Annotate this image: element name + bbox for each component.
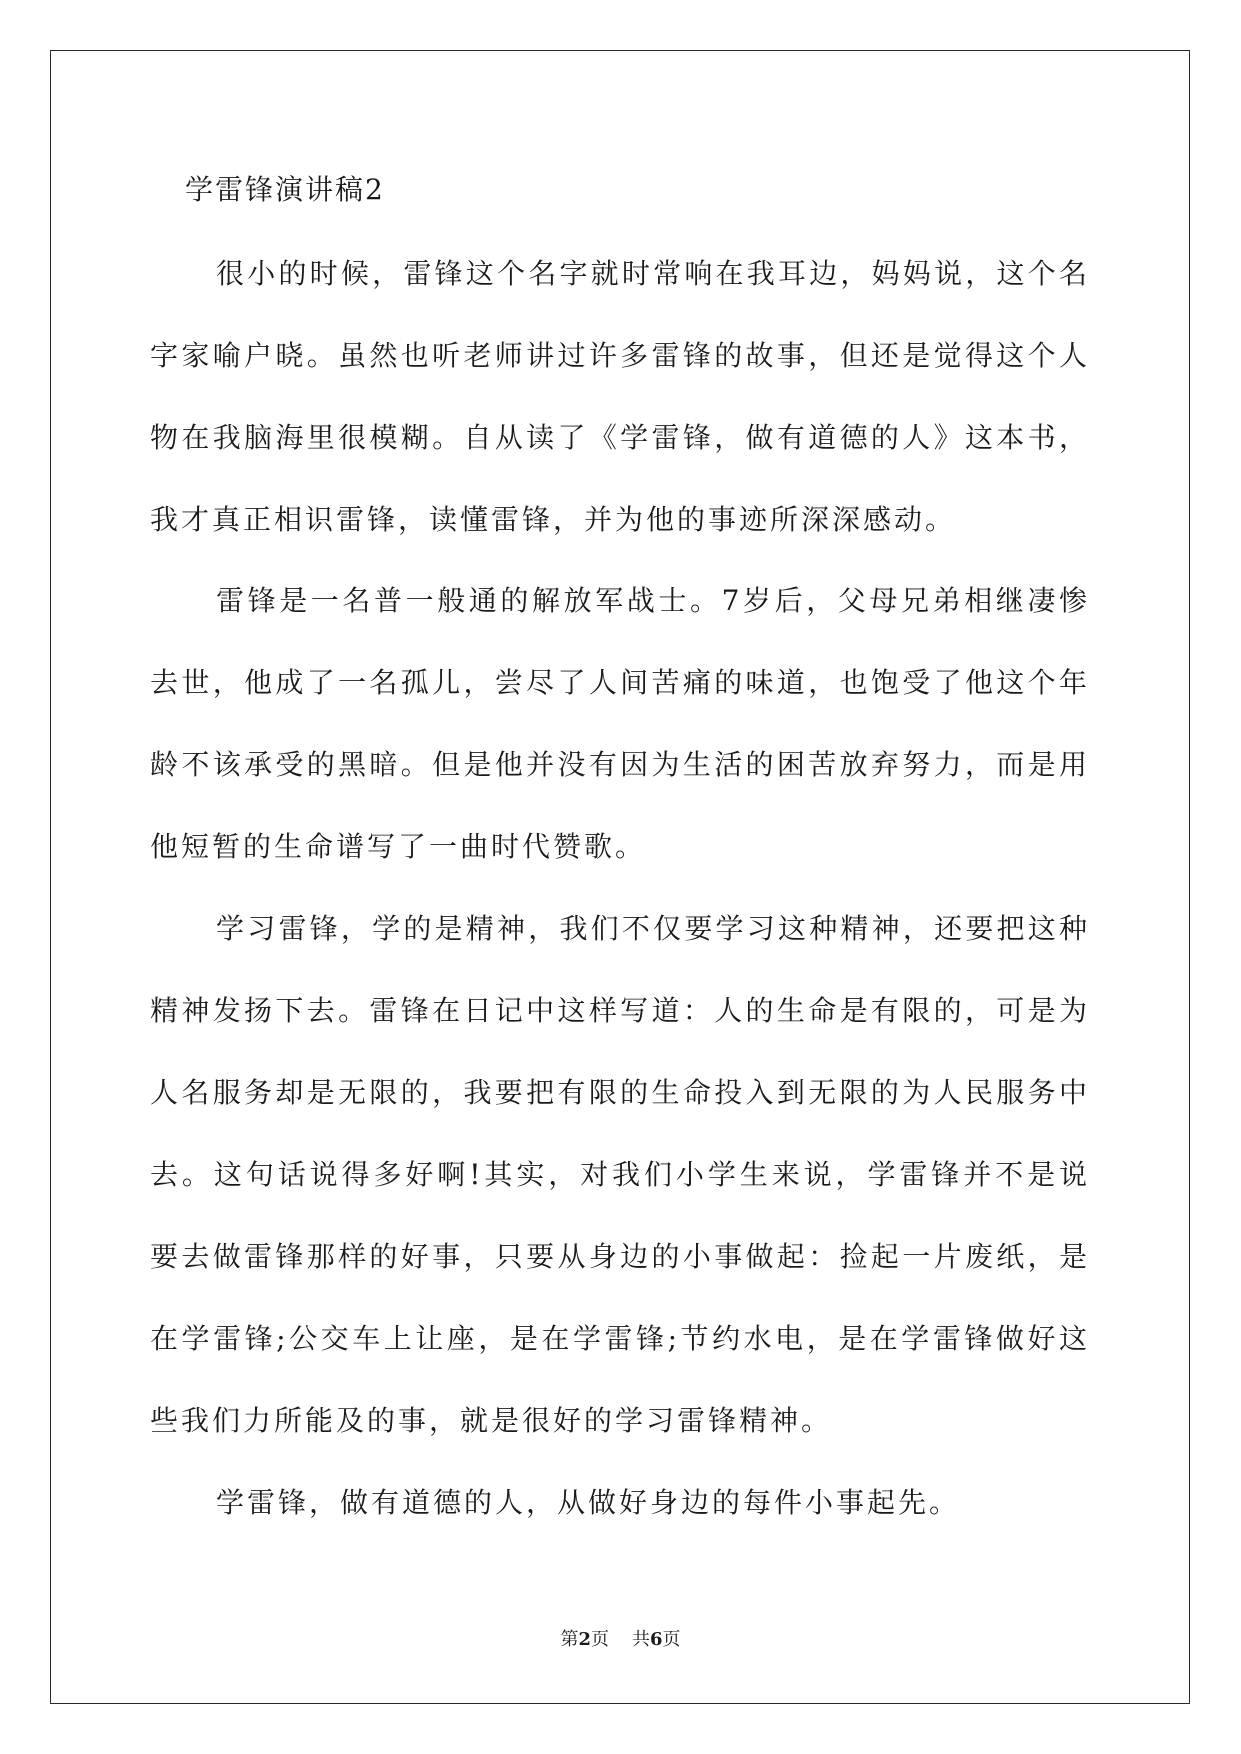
document-title: 学雷锋演讲稿2 <box>185 173 385 206</box>
paragraph-3: 学习雷锋，学的是精神，我们不仅要学习这种精神，还要把这种精神发扬下去。雷锋在日记中这样写道：人的生命是有限的，可是为人名服务却是无限的，我要把有限的生命投入到无限的为人民服务中去。这句话说得多好啊!其实，对我们小学生来说，学雷锋并不是说要去做雷锋那样的好事，只要从身边的小事做起：捡起一片废纸，是在学雷锋;公交车上让座，是在学雷锋;节约水电，是在学雷锋做好这些我们力所能及的事，就是很好的学习雷锋精神。 <box>150 912 1090 1437</box>
page-footer <box>0 1625 1241 1651</box>
paragraph-1: 很小的时候，雷锋这个名字就时常响在我耳边，妈妈说，这个名字家喻户晓。虽然也听老师讲过许多雷锋的故事，但还是觉得这个人物在我脑海里很模糊。自从读了《学雷锋，做有道德的人》这本书，我才真正相识雷锋，读懂雷锋，并为他的事迹所深深感动。 <box>150 257 1090 536</box>
total-suffix: 页 <box>662 1629 681 1650</box>
page-current: 2 <box>578 1629 592 1650</box>
page-total: 6 <box>649 1629 663 1650</box>
paragraph-2: 雷锋是一名普一般通的解放军战士。7岁后，父母兄弟相继凄惨去世，他成了一名孤儿，尝尽了人间苦痛的味道，也饱受了他这个年龄不该承受的黑暗。但是他并没有因为生活的困苦放弃努力，而是用他短暂的生命谱写了一曲时代赞歌。 <box>150 584 1090 863</box>
total-prefix: 共 <box>631 1629 650 1650</box>
page-prefix: 第 <box>560 1629 579 1650</box>
page-suffix: 页 <box>591 1629 610 1650</box>
paragraph-4: 学雷锋，做有道德的人，从做好身边的每件小事起先。 <box>216 1486 961 1519</box>
